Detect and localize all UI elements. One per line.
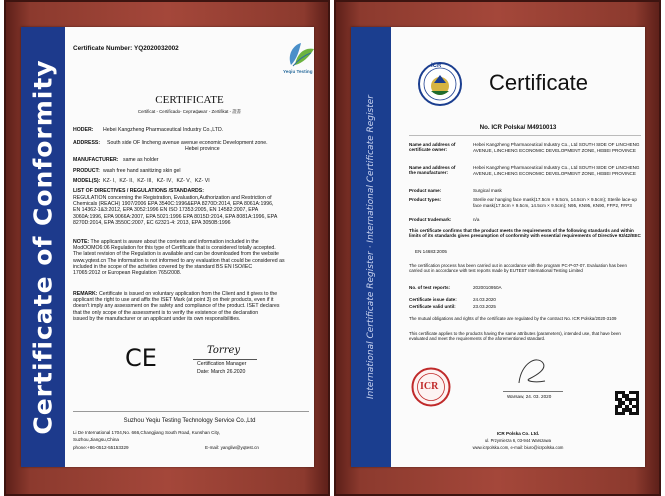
certificate-title: CERTIFICATE <box>155 94 224 106</box>
directives-text <box>73 195 309 226</box>
trademark-label: Product trademark: <box>409 217 452 222</box>
directives-line: 8270D:2014, EPA 3550C:2007, EC 62321-4: 2013, EPA 3050B:1996 <box>73 219 231 226</box>
manufacturer-value: same as holder <box>123 157 159 163</box>
note-line: 17065:2012 or European Regulation 765/2008. <box>73 270 182 277</box>
certificate-number: No. ICR Polska/ M4910013 <box>479 124 557 131</box>
footer-address-2: Suzhou,Jiangsu,China <box>73 437 119 442</box>
directives-label: LIST OF DIRECTIVES / REGULATIONS /STANDARDS: <box>73 188 204 194</box>
band-text: International Certificate Register · International Certificate Register <box>366 95 376 399</box>
remark-label: REMARK: <box>73 291 98 297</box>
manufacturer-value: Hebei Kangzheng Pharmaceutical Industry Co., Ltd SOUTH SIDE OF LINCHENG AVENUE, LINCHENG ECONOMIC DEVELOPMENT ZONE, HEBEI PROVINCE <box>473 165 640 176</box>
footer-address: ul. Przymierza 6, 03-944 Warszawa <box>485 438 551 443</box>
address-label: ADDRESS: <box>73 140 101 146</box>
leaf-icon <box>283 39 317 69</box>
icr-stamp <box>411 367 451 407</box>
valid-until-value: 23.03.2025 <box>473 304 496 309</box>
standard-reference: EN 14683:2005 <box>415 249 447 254</box>
remark-line: doesn't imply any assessment on the safety and compliance of the product. ISET declares <box>73 303 280 310</box>
remark-line: that the only scope of the assessment is to verify the existence of the declaration <box>73 309 259 316</box>
logo-text: Yeqiu Testing <box>283 69 313 74</box>
certificate-number: Certificate Number: YQ2020032002 <box>73 45 179 52</box>
product-value: wash free hand sanitizing skin gel <box>103 168 181 174</box>
holder-value: Hebei Kangzheng Pharmaceutical Industry Co.,LTD. <box>103 127 224 133</box>
footer-phone: phone:+86-0512-55153329 <box>73 445 129 450</box>
models-label: MODEL(S): <box>73 178 101 184</box>
models-value: KZ- I、KZ- II、KZ- III、KZ- IV、KZ- V、KZ- VI <box>103 178 210 184</box>
qr-code <box>615 391 639 415</box>
directives-line: REGULATION concerning the Registration, Evaluation,Authorization and Restriction of <box>73 195 272 201</box>
footer-company: ICR Polska Co. Ltd. <box>496 431 540 436</box>
right-certificate-paper <box>351 27 645 467</box>
left-side-band <box>21 27 65 467</box>
test-reports-value: 2020010950A <box>473 285 502 290</box>
holder-label: HODER: <box>73 127 94 133</box>
remark-line: Certificate is issued on voluntary application from the Client and it gives to the <box>98 291 278 297</box>
footer-email: E-mail: yangliw@yqtest.cn <box>205 445 259 450</box>
certificate-subtitle: Certificat - Certificado- Сертификат - Zertifikat - 證書 <box>137 109 242 114</box>
note-label: NOTE: <box>73 239 90 245</box>
icr-logo-text: ICR <box>431 63 442 69</box>
signature-graphic <box>515 353 549 389</box>
right-certificate-frame <box>334 0 661 496</box>
signature-line <box>503 391 563 392</box>
mutual-obligations-text: The mutual obligations and rights of the certificate are regulated by the contract No. ICR Polska/2020-3109 <box>409 316 617 321</box>
product-label: PRODUCT: <box>73 168 100 174</box>
left-certificate-paper <box>21 27 314 467</box>
footer-divider <box>73 411 309 412</box>
directives-line: Chemicals (REACH) 1907/2006 EPA 3540C:1996&EPA 8270D:2014, EPA 8061A:1996, <box>73 201 274 208</box>
left-certificate-frame <box>4 0 330 496</box>
certificate-date: Date: March 26.2020 <box>197 369 246 375</box>
right-certificate-content <box>391 27 645 467</box>
conformity-statement: This certificate confirms that the product meets the requirements of the following standards and within limits of its standards gives presumption of conformity with essential requirements of Directive 93/42/EEC <box>409 228 641 239</box>
note-line: ModOOMO6:06 Regulation for this type of Certificate that is considered totally accepted. <box>73 245 276 252</box>
remark-line: issued by the manufacturer or an applicant under its own responsibilities. <box>73 315 241 322</box>
owner-label: Name and address of certificate owner: <box>409 142 456 153</box>
issue-date-label: Certificate issue date: <box>409 297 457 302</box>
ce-mark-icon: CE <box>125 344 157 372</box>
product-name-value: Surgical mask <box>473 188 502 193</box>
note-line: The latest revision of the Regulation is available and can be downloaded from the website <box>73 251 279 258</box>
manufacturer-label: MANUFACTURER: <box>73 157 119 163</box>
place-date: Warsaw, 24. 03. 2020 <box>507 394 552 399</box>
stamp-text: ICR <box>420 381 439 392</box>
certification-manager-label: Certification Manager <box>197 361 247 367</box>
footer-web: www.icrpolska.com, e-mail: biuro@icrpolska.com <box>472 445 564 450</box>
valid-until-label: Certificate valid until: <box>409 304 456 309</box>
note-line: included in the scope of the activities covered by the standard BS EN ISO/IEC <box>73 263 253 270</box>
test-reports-label: No. of test reports: <box>409 285 451 290</box>
remark-block <box>73 291 309 322</box>
address-value-2: Hebei province <box>185 146 220 152</box>
product-name-label: Product name: <box>409 188 442 193</box>
applicability-text: This certificate applies to the products having the same attributes (parameters), intended use, that have been evaluated and meet the requirements of the aforementioned standard. <box>409 331 621 342</box>
owner-value: Hebei Kangzheng Pharmaceutical Industry Co., Ltd SOUTH SIDE OF LINCHENG AVENUE, LINCHENG ECONOMIC DEVELOPMENT ZONE, HEBEI PROVINCE <box>473 142 640 153</box>
yeqiu-logo <box>283 39 317 77</box>
process-text: The certification process has been carried out in accordance with the program PC-P-07-07. Evaluation has been carried out in accordance with test reports made by EUTEST International Testing Limited <box>409 263 627 274</box>
footer-company: Suzhou Yeqiu Testing Technology Service Co.,Ltd <box>123 418 256 424</box>
note-block <box>73 239 309 276</box>
band-title: Certificate of Conformity <box>28 59 58 435</box>
note-line: The applicant is aware about the contents and information included in the <box>90 239 259 245</box>
note-line: www.yqtest.cn The information is not informed to any evaluation that could be considered as <box>73 257 285 264</box>
product-types-value: Sterile ear hanging face mask(17.5cm × 9.5cm, 14.5cm × 9.5cm); Sterile lace-up face mask(17.5cm × 9.5cm, 14.5cm × 9.5cm); N95, KN95, KN90, FFP2, FFP3 <box>473 197 637 208</box>
icr-logo <box>417 61 463 107</box>
certificate-title: Certificate <box>489 70 589 95</box>
product-types-label: Product types: <box>409 197 442 202</box>
signature-icon <box>515 353 549 389</box>
footer-address-1: Li De International 1704,No. 666,Changjiang South Road, Kunshan City, <box>73 430 221 435</box>
trademark-value: n/a <box>473 217 480 222</box>
directives-line: EN 14362-1&3:2012, EPA 3052:1996 EN ISO 17353:2005, EN 14582:2007, EPA <box>73 207 259 214</box>
signature-line <box>193 359 257 360</box>
manufacturer-label: Name and address of the manufacturer: <box>409 165 456 176</box>
directives-line: 3060A:1996, EPA 9066A:2007, EPA 5021:1996 EPA 8015D:2014, EPA 8081A:1996, EPA <box>73 213 278 220</box>
left-certificate-content <box>65 27 314 467</box>
remark-line: applicant the right to use and affix the ISET Mark (at point 3) on their products, even if it <box>73 297 274 304</box>
manager-signature: Torrey <box>207 345 241 356</box>
address-value: South side OF lincheng avenue avenue economic Development zone. <box>107 140 268 146</box>
issue-date-value: 24.03.2020 <box>473 297 496 302</box>
header-divider <box>409 135 641 136</box>
right-side-band <box>351 27 391 467</box>
